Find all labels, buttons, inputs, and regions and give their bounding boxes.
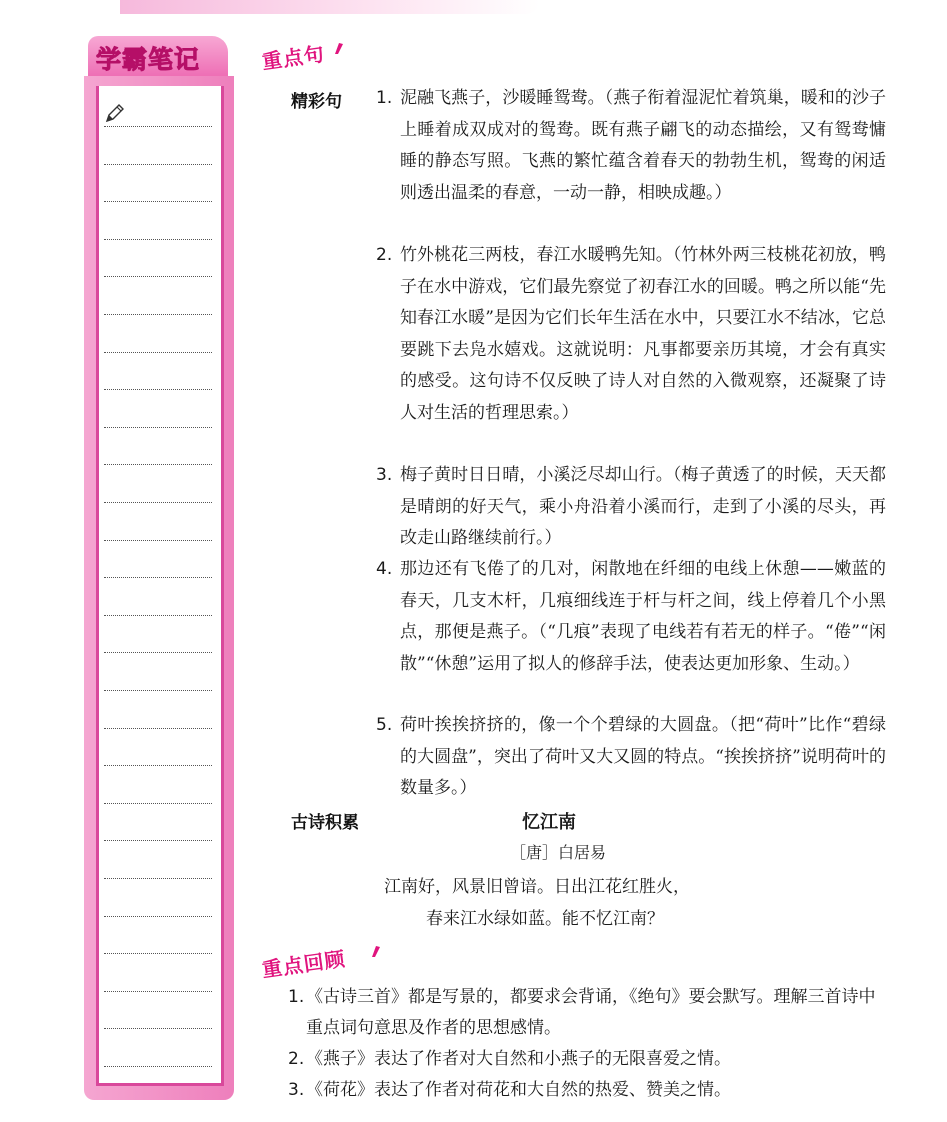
note-line [104,803,212,804]
note-line [104,991,212,992]
note-line [104,840,212,841]
note-line [104,276,212,277]
sentence-quote: 竹外桃花三两枝，春江水暖鸭先知。 [400,245,673,265]
poem-author: ［唐］白居易 [510,843,607,862]
sentence-quote: 泥融飞燕子，沙暖睡鸳鸯。 [400,88,605,108]
section-heading-key-sentences: 重点句 [260,41,327,75]
note-line [104,1066,212,1067]
sentence-annotation: （“几痕”表现了电线若有若无的样子。“倦”“闲散”“休憩”运用了拟人的修辞手法，使表达更加形象、生动。） [400,622,886,674]
item-number: 4. [376,559,393,579]
sentence-quote: 梅子黄时日日晴，小溪泛尽却山行。 [400,465,673,485]
sentence-annotation: （把“荷叶”比作“碧绿的大圆盘”，突出了荷叶又大又圆的特点。“挨挨挤挤”说明荷叶的数量多。） [400,715,887,798]
note-line [104,878,212,879]
review-text: 《燕子》表达了作者对大自然和小燕子的无限喜爱之情。 [306,1049,731,1069]
note-line [104,239,212,240]
review-item-2 [288,1044,886,1075]
heading-mark-icon [370,944,382,958]
sentence-item-4 [376,554,886,680]
sentence-quote: 那边还有飞倦了的几对，闲散地在纤细的电线上休憩——嫩蓝的春天，几支木杆，几痕细线连于杆与杆之间，线上停着几个小黑点，那便是燕子。 [400,559,886,642]
label-excellent-sentences: 精彩句 [291,92,342,112]
notes-title: 学霸笔记 [96,45,201,74]
note-line [104,652,212,653]
note-line [104,577,212,578]
note-line [104,728,212,729]
heading-mark-icon [333,41,345,55]
note-line [104,916,212,917]
review-item-1 [288,982,886,1044]
note-line [104,540,212,541]
note-line [104,1028,212,1029]
top-decor-band [120,0,540,14]
item-number: 3. [288,1080,305,1100]
note-line [104,314,212,315]
item-number: 1. [376,88,393,108]
item-number: 1. [288,987,305,1007]
sentence-annotation: （梅子黄透了的时候，天天都是晴朗的好天气，乘小舟沿着小溪而行，走到了小溪的尽头，再改走山路继续前行。） [400,465,887,548]
sentence-quote: 荷叶挨挨挤挤的，像一个个碧绿的大圆盘。 [400,715,730,735]
item-number: 3. [376,465,393,485]
note-line [104,164,212,165]
item-number: 2. [376,245,393,265]
note-line [104,690,212,691]
poem-line-1: 江南好，风景旧曾谙。日出江花红胜火， [384,877,690,897]
sentence-item-1 [376,83,886,209]
note-line [104,464,212,465]
review-text: 《古诗三首》都是写景的，都要求会背诵，《绝句》要会默写。理解三首诗中重点词句意思及作者的思想感情。 [306,987,876,1038]
note-line [104,765,212,766]
note-line [104,953,212,954]
note-line [104,126,212,127]
note-line [104,615,212,616]
pencil-icon [104,102,126,124]
poem-title: 忆江南 [522,812,576,833]
item-number: 5. [376,715,393,735]
note-line [104,201,212,202]
section-heading-review: 重点回顾 [260,946,348,983]
sentence-item-2 [376,240,886,429]
item-number: 2. [288,1049,305,1069]
sentence-annotation: （竹林外两三枝桃花初放，鸭子在水中游戏，它们最先察觉了初春江水的回暖。鸭之所以能“先知春江水暖”是因为它们长年生活在水中，只要江水不结冰，它总要跳下去凫水嬉戏。这就说明：凡事都要亲历其境，才会有真实的感受。这句诗不仅反映了诗人对自然的入微观察，还凝聚了诗人对生活的哲理思索。） [400,245,887,423]
notes-paper [96,86,224,1086]
review-item-3 [288,1075,886,1106]
note-line [104,502,212,503]
sentence-item-3 [376,460,886,555]
poem-line-2: 春来江水绿如蓝。能不忆江南？ [426,909,664,929]
label-poem-accumulation: 古诗积累 [291,813,359,833]
note-line [104,389,212,390]
review-text: 《荷花》表达了作者对荷花和大自然的热爱、赞美之情。 [306,1080,731,1100]
note-line [104,427,212,428]
sentence-annotation: （燕子衔着湿泥忙着筑巢，暖和的沙子上睡着成双成对的鸳鸯。既有燕子翩飞的动态描绘，又有鸳鸯慵睡的静态写照。飞燕的繁忙蕴含着春天的勃勃生机，鸳鸯的闲适则透出温柔的春意，一动一静，相映成趣。） [400,88,887,203]
sentence-item-5 [376,710,886,805]
note-line [104,352,212,353]
